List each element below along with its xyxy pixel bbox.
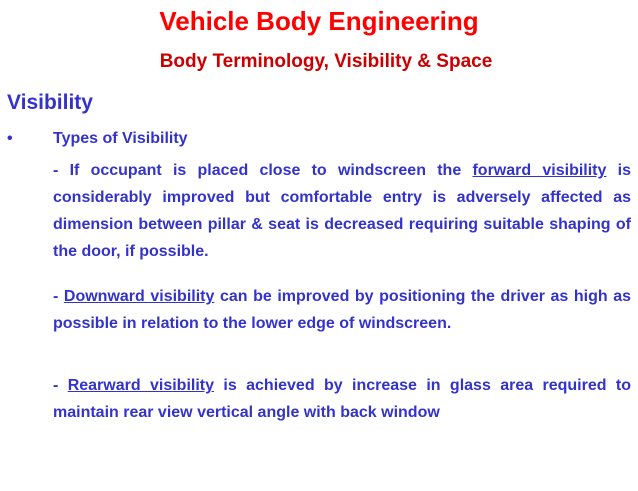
bullet-icon: •	[7, 130, 13, 147]
paragraph-rearward-visibility	[53, 372, 631, 426]
paragraph-suffix: is achieved by increase in glass area required to maintain rear view vertical angle with back window	[53, 377, 631, 421]
section-heading: Visibility	[7, 91, 93, 114]
paragraph-downward-visibility	[53, 283, 631, 337]
slide-subtitle: Body Terminology, Visibility & Space	[159, 51, 493, 72]
underlined-term: Rearward visibility	[67, 377, 215, 394]
underlined-term: forward visibility	[472, 162, 607, 179]
paragraph-suffix: can be improved by positioning the driver as high as possible in relation to the lower edge of windscreen.	[53, 288, 632, 332]
paragraph-prefix: - If occupant is placed close to windscreen the	[53, 162, 473, 179]
paragraph-forward-visibility	[53, 157, 631, 265]
underlined-term: Downward visibility	[63, 288, 215, 305]
paragraph-suffix: is considerably improved but comfortable entry is adversely affected as dimension between pillar & seat is decreased requiring suitable shaping of the door, if possible.	[53, 162, 631, 260]
bullet-label: Types of Visibility	[53, 130, 188, 147]
paragraph-prefix: -	[53, 377, 68, 394]
paragraph-prefix: -	[53, 288, 64, 305]
slide-title: Vehicle Body Engineering	[159, 6, 479, 36]
